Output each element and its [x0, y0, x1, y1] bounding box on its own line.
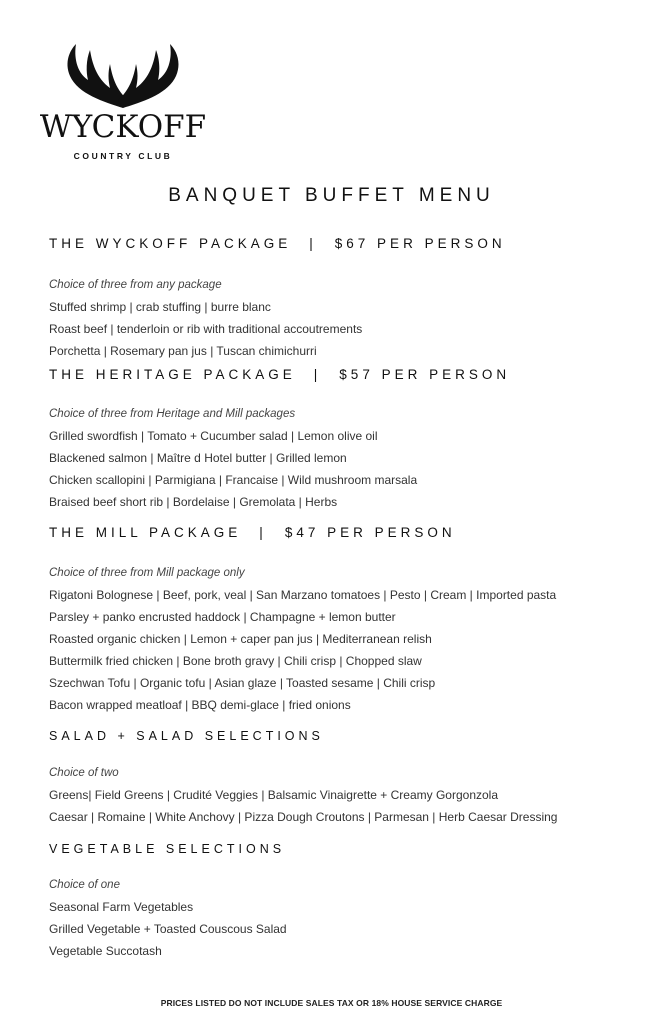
brand-name: WYCKOFF — [39, 109, 207, 145]
section-salad-selections — [49, 727, 649, 828]
section-mill-package — [49, 524, 649, 716]
menu-item: Blackened salmon | Maître d Hotel butter | Grilled lemon — [49, 451, 347, 465]
package-price: $47 PER PERSON — [284, 525, 456, 540]
package-price: $67 PER PERSON — [334, 236, 506, 251]
menu-item: Roast beef | tenderloin or rib with traditional accoutrements — [49, 322, 363, 336]
menu-item: Chicken scallopini | Parmigiana | Francaise | Wild mushroom marsala — [49, 473, 418, 487]
section-heritage-package — [49, 366, 649, 513]
menu-item: Parsley + panko encrusted haddock | Champagne + lemon butter — [49, 610, 396, 624]
choice-note: Choice of three from Heritage and Mill packages — [49, 408, 296, 420]
menu-item: Rigatoni Bolognese | Beef, pork, veal | San Marzano tomatoes | Pesto | Cream | Imported pasta — [49, 588, 557, 602]
club-logo — [28, 42, 218, 164]
section-heading: SALAD + SALAD SELECTIONS — [49, 729, 324, 743]
choice-note: Choice of two — [49, 767, 119, 779]
section-vegetable-selections — [49, 840, 649, 962]
heading-separator: | — [313, 367, 322, 382]
choice-note: Choice of three from any package — [49, 279, 222, 291]
section-heading: VEGETABLE SELECTIONS — [49, 842, 286, 856]
choice-note: Choice of three from Mill package only — [49, 567, 245, 579]
heading-separator: | — [259, 525, 267, 540]
menu-item: Caesar | Romaine | White Anchovy | Pizza Dough Croutons | Parmesan | Herb Caesar Dressing — [49, 810, 558, 824]
package-name: THE HERITAGE PACKAGE — [49, 367, 296, 382]
pricing-disclaimer: PRICES LISTED DO NOT INCLUDE SALES TAX OR 18% HOUSE SERVICE CHARGE — [160, 998, 503, 1008]
menu-item: Roasted organic chicken | Lemon + caper pan jus | Mediterranean relish — [49, 632, 432, 646]
menu-item: Szechwan Tofu | Organic tofu | Asian glaze | Toasted sesame | Chili crisp — [49, 676, 436, 690]
menu-item: Greens| Field Greens | Crudité Veggies | Balsamic Vinaigrette + Creamy Gorgonzola — [49, 788, 499, 802]
section-heading — [49, 235, 649, 253]
menu-item: Porchetta | Rosemary pan jus | Tuscan chimichurri — [49, 344, 317, 358]
menu-item: Grilled Vegetable + Toasted Couscous Salad — [49, 922, 287, 936]
menu-item: Grilled swordfish | Tomato + Cucumber salad | Lemon olive oil — [49, 429, 378, 443]
section-wyckoff-package — [49, 235, 649, 362]
menu-title: BANQUET BUFFET MENU — [168, 185, 495, 206]
menu-item: Braised beef short rib | Bordelaise | Gremolata | Herbs — [49, 495, 338, 509]
menu-item: Stuffed shrimp | crab stuffing | burre blanc — [49, 300, 271, 314]
menu-item: Bacon wrapped meatloaf | BBQ demi-glace | fried onions — [49, 698, 351, 712]
package-price: $57 PER PERSON — [339, 367, 511, 382]
package-name: THE WYCKOFF PACKAGE — [49, 236, 292, 251]
menu-item: Seasonal Farm Vegetables — [49, 900, 194, 914]
antlers-icon — [62, 42, 184, 110]
package-name: THE MILL PACKAGE — [49, 525, 242, 540]
brand-subtitle: COUNTRY CLUB — [73, 151, 173, 161]
menu-item: Buttermilk fried chicken | Bone broth gravy | Chili crisp | Chopped slaw — [49, 654, 422, 668]
menu-item: Vegetable Succotash — [49, 944, 162, 958]
section-heading — [49, 524, 649, 542]
choice-note: Choice of one — [49, 879, 120, 891]
section-heading — [49, 366, 649, 384]
heading-separator: | — [309, 236, 317, 251]
